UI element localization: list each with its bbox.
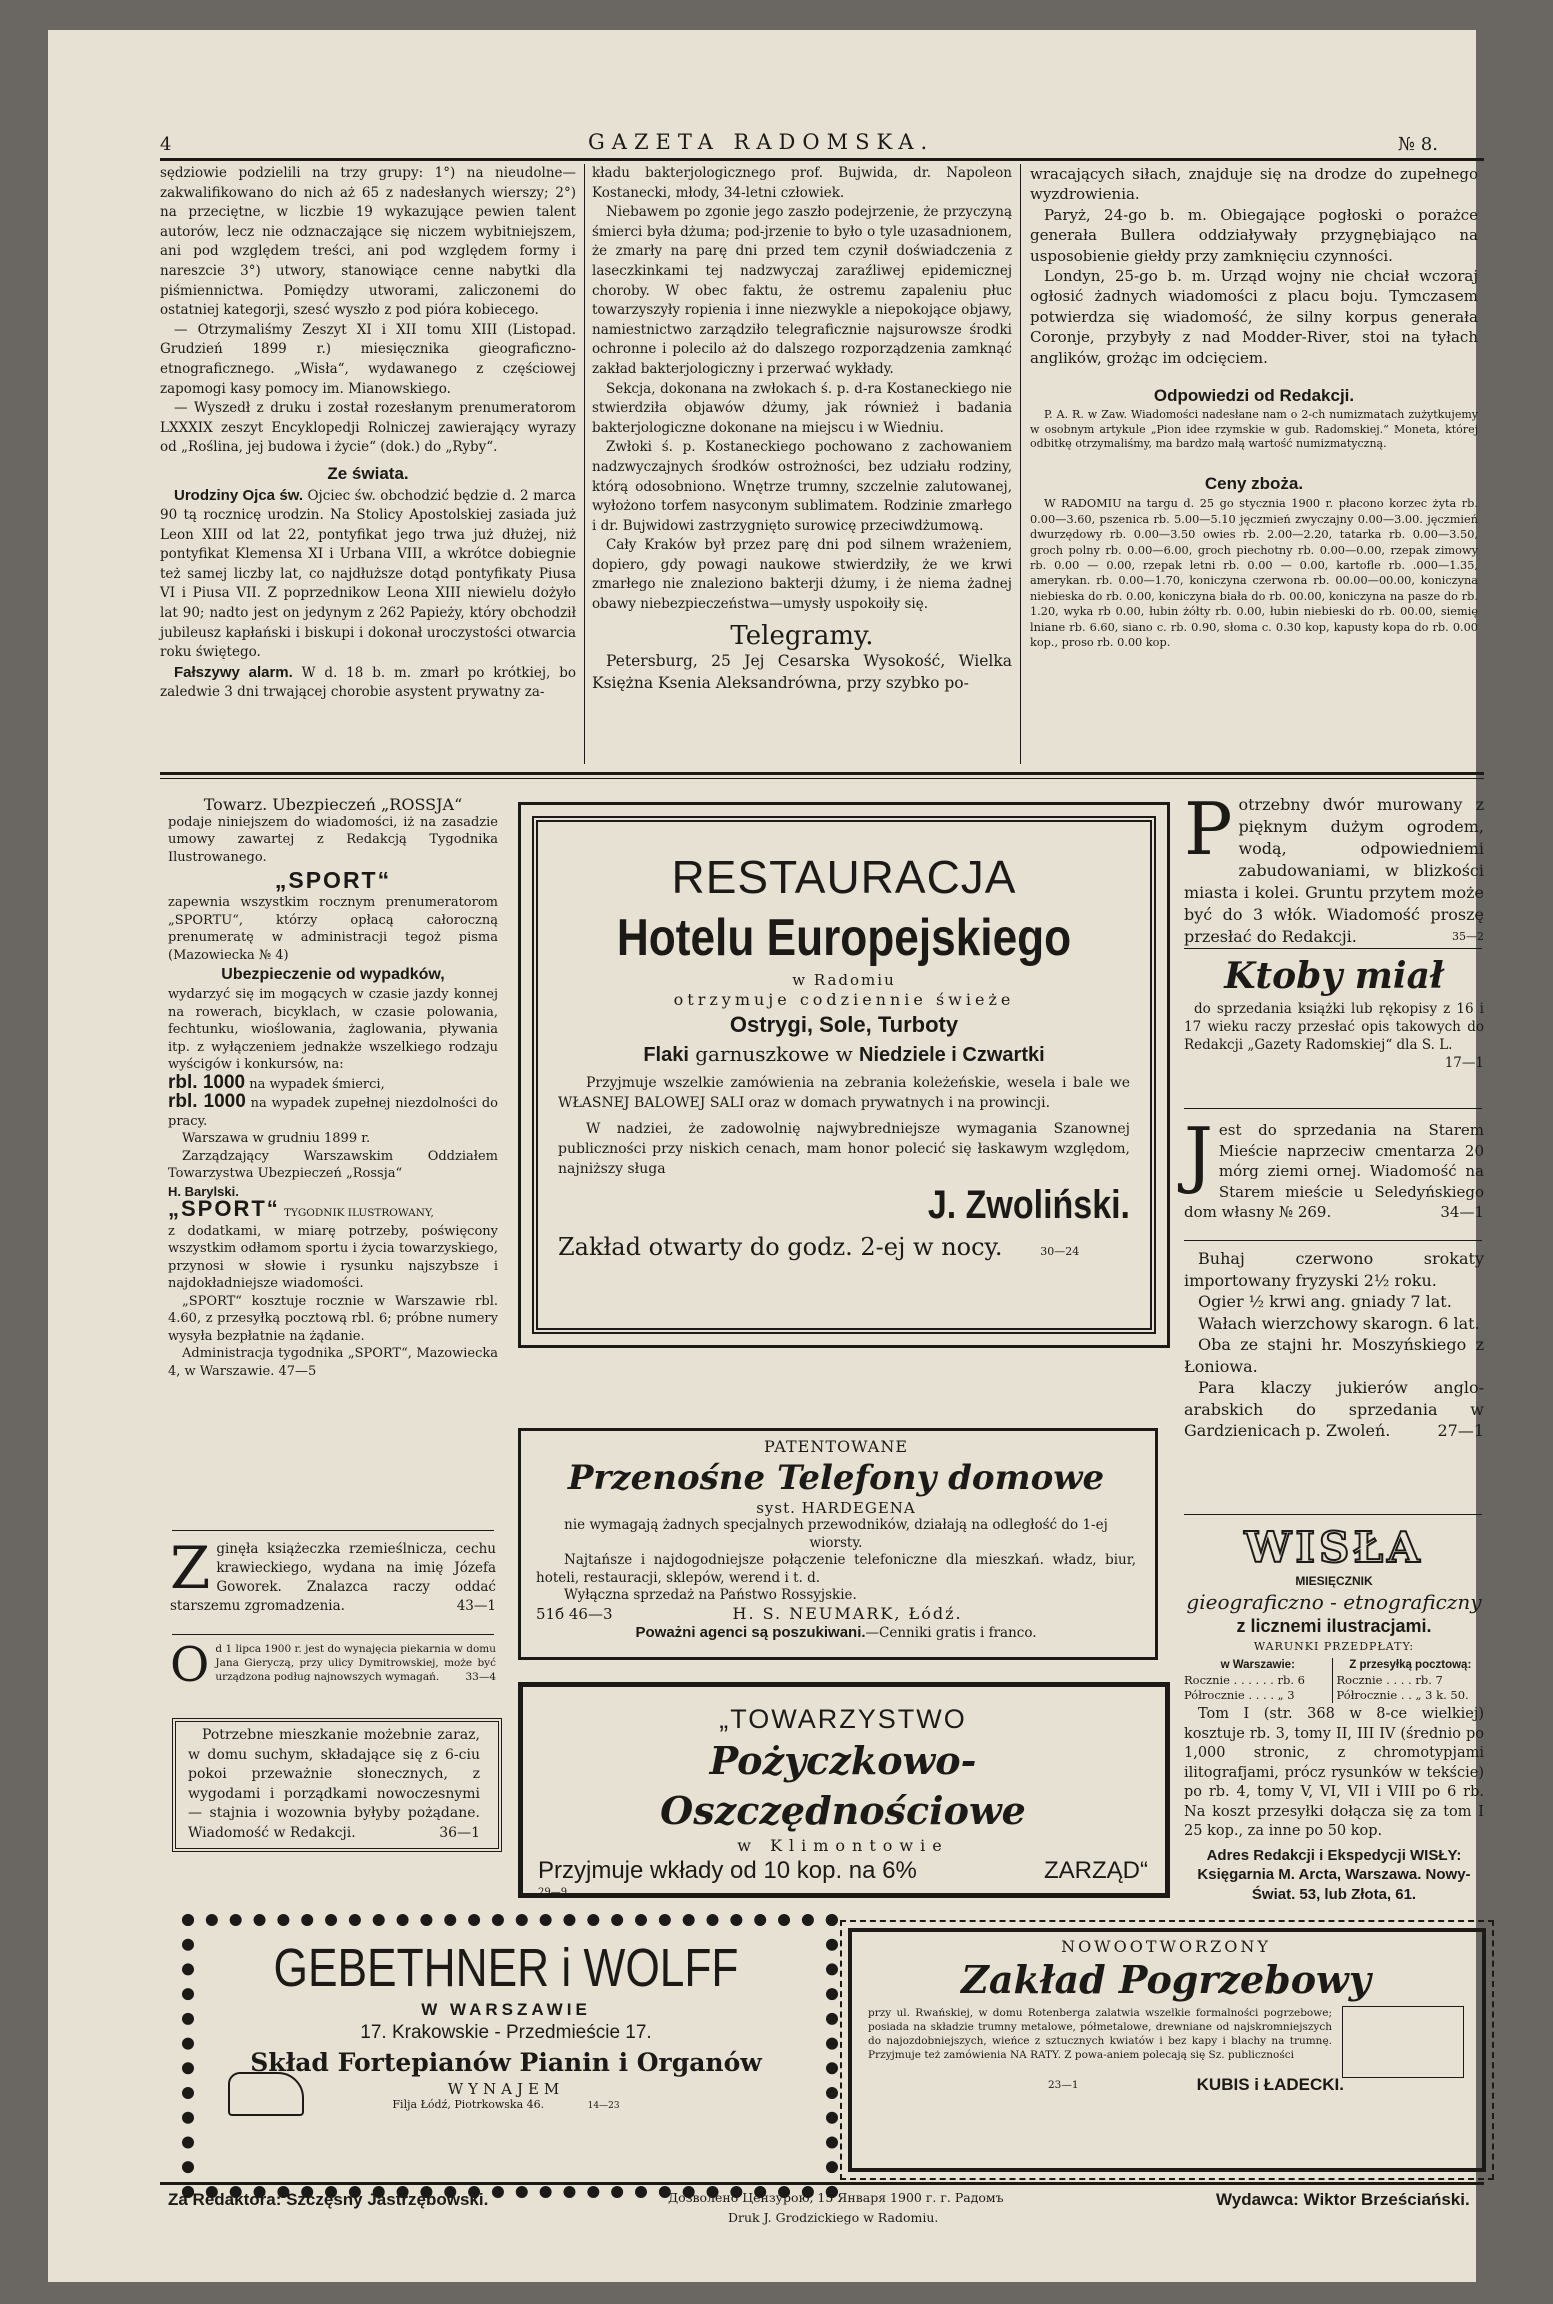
subscription-row: Rocznie . . . . rb. 7 <box>1336 1673 1443 1687</box>
ad-restaurant <box>558 848 1130 1268</box>
ad-board: ZARZĄD“ <box>1044 1857 1148 1884</box>
ad-text <box>168 1345 498 1380</box>
newspaper-page <box>48 30 1484 2282</box>
ad-text: Warszawa w grudniu 1899 r. <box>182 1131 371 1146</box>
ad-signature-line <box>868 2075 1464 2094</box>
ad-city: W WARSZAWIE <box>421 2000 591 2019</box>
ad-text: Wałach wierzchowy skarogn. 6 lat. <box>1198 1313 1480 1333</box>
ad-company: H. S. NEUMARK, Łódź. <box>732 1603 963 1623</box>
subscription-row: Półrocznie . . „ 3 k. 50. <box>1336 1688 1469 1702</box>
telegrams-heading: Telegramy. <box>730 620 874 651</box>
subscription-col-post <box>1332 1658 1485 1703</box>
ad-hours <box>558 1231 1130 1268</box>
footer-editor: Za Redaktora: Szczęsny Jastrzębowski. <box>168 2190 489 2209</box>
ad-text <box>1184 1377 1484 1442</box>
ad-text: otrzymuje codziennie świeże <box>673 990 1015 1009</box>
ad-horses <box>1184 1248 1484 1442</box>
ad-title: Ktoby miał <box>1224 955 1444 997</box>
ad-signature: J. Zwoliński. <box>927 1183 1130 1227</box>
ad-title: Przenośne Telefony domowe <box>567 1457 1105 1498</box>
ad-title: Towarz. Ubezpieczeń „ROSSJA“ <box>203 795 463 814</box>
subscription-row: Półrocznie . . . . „ 3 <box>1184 1688 1295 1702</box>
ad-text: d 1 lipca 1900 r. jest do wynajęcia piekarnia w domu Jana Gieryczą, przy ulicy Dymitrowskiej, może być urządzona podług najnowszych wymagań. <box>215 1643 496 1683</box>
ad-funeral <box>868 1937 1464 2094</box>
masthead-title: GAZETA RADOMSKA. <box>588 130 935 154</box>
ad-text: Buhaj czerwono srokaty importowany fryzyski 2½ roku. <box>1184 1249 1484 1290</box>
article-paragraph: — Wyszedł z druku i został rozesłanym prenumeratorom LXXXIX zeszyt Encyklopedji Rolniczej zawierający wyrazy od „Roślina, jej budowa i życie“ (dok.) do „Ryby“. <box>160 400 576 456</box>
ad-city: w Radomiu <box>792 971 896 989</box>
ad-hours-text: Zakład otwarty do godz. 2-ej w nocy. <box>558 1233 1003 1261</box>
ad-signature: H. Barylski. <box>168 1183 239 1199</box>
ad-text: podaje niniejszem do wiadomości, iż na zasadzie umowy zawartej z Redakcją Tygodnika Ilustrowanego. <box>168 814 498 865</box>
ad-divider <box>172 1634 494 1635</box>
ad-text-body: do sprzedania książki lub rękopisy z 16 i 17 wieku raczy przesłać opis takowych do Redakcji „Gazety Radomskiej“ dla S. L. <box>1184 1001 1484 1053</box>
ad-title: Zakład Pogrzebowy <box>961 1957 1371 2002</box>
ad-divider <box>1184 1240 1482 1241</box>
section-heading: Ceny zboża. <box>1204 473 1304 493</box>
ad-city: w Klimontowie <box>737 1836 949 1855</box>
ad-text: Ogier ½ krwi ang. gniady 7 lat. <box>1198 1292 1452 1311</box>
ad-branch-text: Filja Łódź, Piotrkowska 46. <box>392 2098 545 2111</box>
ad-text: syst. HARDEGENA <box>756 1498 916 1517</box>
ad-flaki-text: garnuszkowe w <box>688 1042 860 1066</box>
footer-publisher: Wydawca: Wiktor Brześciański. <box>1216 2190 1470 2209</box>
ad-sport-title: „SPORT“ <box>168 1196 280 1221</box>
ad-code: 14—23 <box>587 2101 620 2111</box>
ad-wisla <box>1184 1524 1484 1904</box>
amount-value: rbl. 1000 <box>168 1071 246 1093</box>
news-item-text: W d. 18 b. m. zmarł po krótkiej, bo zaledwie 3 dni trwającej chorobie asystent prywatny za- <box>160 664 576 701</box>
drop-cap: J <box>1184 1112 1213 1196</box>
ad-code: 35—2 <box>1452 930 1484 943</box>
ad-code: 34—1 <box>1440 1203 1484 1221</box>
section-heading: Odpowiedzi od Redakcji. <box>1153 386 1355 406</box>
hearse-icon <box>1342 2006 1464 2078</box>
ad-funeral-body <box>868 2006 1464 2078</box>
ad-title: WISŁA <box>1244 1523 1424 1572</box>
ad-hotel-name: Hotelu Europejskiego <box>616 909 1072 967</box>
news-item <box>160 486 576 663</box>
page-number: 4 <box>160 134 172 155</box>
ad-flaki-label: Flaki <box>643 1044 689 1066</box>
ad-sport-subtitle: TYGODNIK ILUSTROWANY, <box>283 1207 434 1219</box>
telegram-item: wracających siłach, znajduje się na drodze do zupełnego wyzdrowienia. <box>1030 165 1478 204</box>
telegram-item: Petersburg, 25 Jej Cesarska Wysokość, Wielka Księżna Ksenia Aleksandrówna, przy szybko po- <box>592 652 1012 693</box>
ad-code: 23—1 <box>1048 2079 1079 2091</box>
ad-text <box>1184 1000 1484 1071</box>
drop-cap: Z <box>170 1534 211 1602</box>
subscription-row: Rocznie . . . . . . rb. 6 <box>1184 1673 1305 1687</box>
amount-text: na wypadek zupełnej niezdolności do pracy. <box>168 1096 498 1129</box>
ad-address: Adres Redakcji i Ekspedycji WISŁY: Księgarnia M. Arcta, Warszawa. Nowy-Świat. 53, lub Złota, 61. <box>1197 1846 1471 1903</box>
ad-code: 30—24 <box>1040 1245 1080 1258</box>
telegram-item: Londyn, 25-go b. m. Urząd wojny nie chciał wczoraj ogłosić żadnych wiadomości z placu boju. Tymczasem potwierdza się wiadomość, że silny korpus generała Coronje, przybyły z nad Modder-River, stoi na tyłach anglików, grożąc im odcięciem. <box>1030 267 1478 367</box>
ad-text: Najtańsze i najdogodniejsze połączenie telefoniczne dla mieszkań. władz, biur, hoteli, restauracji, sklepów, werend i t. d. <box>536 1552 1136 1586</box>
ad-sport-title: „SPORT“ <box>274 867 392 893</box>
telegram-item: Paryż, 24-go b. m. Obiegające pogłoski o porażce generała Bullera oddziaływały przygnębiająco na usposobienie giełdy przy zamknięciu czynności. <box>1030 205 1478 265</box>
ad-code: 27—1 <box>1437 1421 1484 1440</box>
article-paragraph: — Otrzymaliśmy Zeszyt XI i XII tomu XIII (Listopad. Grudzień 1899 r.) miesięcznika gieograficzno-etnograficznego. „Wisła“, wydawanego z częściowej zapomogi kasy pomocy im. Mianowskiego. <box>160 321 576 397</box>
ad-code: 43—1 <box>456 1598 496 1614</box>
ad-text: Oba ze stajni hr. Moszyńskiego z Łoniowa. <box>1184 1335 1484 1376</box>
ad-text-body: Para klaczy jukierów anglo-arabskich do sprzedania w Gardzienicach p. Zwoleń. <box>1184 1378 1484 1440</box>
issue-number: № 8. <box>1398 134 1438 155</box>
amount-text: na wypadek śmierci, <box>249 1076 385 1092</box>
ad-signature: KUBIS i ŁADECKI. <box>1196 2075 1344 2094</box>
ad-text: przy ul. Rwańskiej, w domu Rotenberga zalatwia wszelkie formalności pogrzebowe; posiada na składzie trumny metalowe, półmetalowe, drewniane od najskromniejszych do najozdobniejszych, wieńce z sztucznych kwiatów i bez kapy i blachy na trumnę. Przyjmuje też zamówienia NA RATY. Z powa-aniem polecają się Sz. publiczności <box>868 2007 1332 2061</box>
ad-land-sale <box>1184 1112 1484 1223</box>
article-paragraph: Sekcja, dokonana na zwłokach ś. p. d-ra Kostaneckiego nie stwierdziła objawów dżumy, jak również i badania bakterjologiczne dokonane na miejscu i w Wiedniu. <box>592 380 1012 436</box>
article-paragraph: Cały Kraków był przez parę dni pod silnem wrażeniem, dopiero, gdy powagi naukowe stwierdziły, że we krwi zmarłego nie znaleziono bakterji dżumy, i że niema żadnej obawy niebezpieczeństwa—umysły uspokoiły się. <box>592 537 1012 613</box>
ad-title: „TOWARZYSTWO <box>719 1704 967 1734</box>
ad-catalog-text: —Cenniki gratis i franco. <box>865 1625 1037 1641</box>
subscription-header: w Warszawie: <box>1220 1659 1295 1671</box>
ad-code: 51б 46—3 <box>536 1604 613 1623</box>
ad-text: z dodatkami, w miarę potrzeby, poświęcony wszystkim odłamom sportu i życia towarzyskiego, przynosi w słowie i rysunku najszybsze i najdokładniejsze wiadomości. <box>168 1223 498 1291</box>
column-1 <box>160 164 576 703</box>
amount-value: rbl. 1000 <box>168 1091 246 1112</box>
ad-dishes: Ostrygi, Sole, Turboty <box>729 1012 959 1037</box>
section-rule <box>160 772 1484 775</box>
ad-old-books <box>1184 952 1484 1072</box>
ad-divider <box>1184 1108 1482 1109</box>
drop-cap: O <box>170 1637 210 1693</box>
section-rule <box>160 778 1484 779</box>
reply-item: P. A. R. w Zaw. Wiadomości nadesłane nam o 2-ch numizmatach zużytkujemy w osobnym artykule „Pion idee rzymskie w gub. Radomskiej.“ Moneta, której odbitkę otrzymaliśmy, ma bardzo małą wartość numizmatyczną. <box>1030 408 1478 451</box>
ad-apartment <box>188 1726 480 1843</box>
ad-text: Tom I (str. 368 w 8-ce wielkiej) kosztuje rb. 3, tomy II, III IV (średnio po 1,000 stronic, z chromotypjami ilitografjami, prócz rysunków w tekście) po rb. 4, tomy V, VI, VII i VIII po 6 rb. Na koszt przesyłki dołącza się za tom I 25 kop., za inne po 50 kop. <box>1184 1706 1484 1839</box>
ad-text: Wyłączna sprzedaż na Państwo Rossyjskie. <box>564 1587 857 1603</box>
column-2 <box>592 164 1012 694</box>
subscription-col-warsaw <box>1184 1658 1332 1703</box>
article-paragraph: Niebawem po zgonie jego zaszło podejrzenie, że przyczyną śmierci była dżuma; pod-jrzenie to było o tyle uzasadnionem, że zmarły na parę dni przed tem czynił doświadczenia z laseczkinkami tej nadzwyczaj zaraźliwej epidemicznej choroby. W obec faktu, że ostremu zapaleniu płuc towarzyszyły ropienia i inne niezwykle a niepokojące objawy, namiestnictwo zarządziło telegraficznie najsurowsze środki ochronne i polecilo aż do dalszego rozporządzenia zamknąć zakład bakterjologiczny i przerwać wykłady. <box>592 204 1012 377</box>
article-paragraph: sędziowie podzielili na trzy grupy: 1°) na nieudolne—zakwalifikowano do nich aż 65 z nadesłanych wierszy; 2°) na przeciętne, w liczbie 19 wykazujące pewien talent autorów, lecz nie odznaczające się niczem wybitniejszem, ani pod względem treści, ani pod względem formy i nareszcie 3°) utwory, stanowiące cenne nabytki dla piśmiennictwa. Pomiędzy utworami, zaliczonemi do ostatniej kategorji, szesć wyszło z pod pióra kobiecego. <box>160 165 576 319</box>
footer-printer: Druk J. Grodzickiego w Radomiu. <box>728 2210 939 2225</box>
ad-lost-book <box>170 1534 496 1616</box>
ad-address: Administracja tygodnika „SPORT“, Mazowiecka 4, w Warszawie. <box>168 1346 498 1379</box>
ad-title: RESTAURACJA <box>671 851 1017 903</box>
ad-agents <box>536 1624 1136 1643</box>
article-paragraph: kładu bakterjologicznego prof. Bujwida, dr. Napoleon Kostanecki, młody, 34-letni człowiek. <box>592 165 1012 201</box>
ad-savings <box>538 1702 1148 1898</box>
grain-prices: W RADOMIU na targu d. 25 go stycznia 1900 r. płacono korzec żyta rb. 0.00—3.60, pszenica rb. 5.00—5.10 jęczmień zwyczajny 0.00—3.00. jęczmień dwurzędowy rb. 0.00—3.50 owies rb. 2.00—2.20, tatarka rb. 0.00—3.50, groch polny rb. 0.00—6.00, groch piechotny rb. 0.00—0.00, rzepak zimowy rb. 0.00 — 0.00, rzepak letni rb. 0.00 — 0.00, kartofle rb. .000—1.35, amerykan. rb. 0.00—1.70, koniczyna czerwona rb. 00.00—00.00, koniczyna niebieska do rb. 0.00, koniczyna biała do rb. 00.00, koniczyna na pasze do rb. 1.20, wyka rb 0.00, łubin żółty rb. 0.00, łubin niebieski do rb. 00.00, siemię lniane rb. 6.60, siano c. rb. 0.90, słoma c. 0.30 kop, kapusty kopa do rb. 0.00 kop., proso rb. 0.00 kop. <box>1030 497 1478 650</box>
ad-address: 17. Krakowskie - Przedmieście 17. <box>360 2022 652 2043</box>
ad-text: W nadziei, że zadowolnię najwybredniejsze wymagania Szanownej publiczności przy niskich cenach, mam honor polecić się łaskawym względom, najniższy sługa <box>558 1121 1130 1177</box>
ad-text: Potrzebne mieszkanie możebnie zaraz, w domu suchym, składające się z 6-ciu pokoi przeważnie słonecznych, z wygodami i porządkami nowoczesnymi — stajnia i wozownia byłyby pożądane. Wiadomość w Redakcji. <box>188 1727 480 1841</box>
ad-shop: Skład Fortepianów Pianin i Organów <box>250 2048 762 2077</box>
news-item-lead: Fałszywy alarm. <box>174 663 293 681</box>
news-item-lead: Urodziny Ojca św. <box>174 486 303 504</box>
ad-code: 29—9 <box>538 1887 568 1898</box>
ad-text: WARUNKI PRZEDPŁATY: <box>1253 1640 1415 1653</box>
ad-flaki <box>558 1040 1130 1069</box>
section-heading: Ze świata. <box>327 463 409 483</box>
news-item-text: Ojciec św. obchodzić będzie d. 2 marca 90 tą rocznicę urodzin. Na Stolicy Apostolskiej zasiada już Leon XIII od lat 22, pontyfikat jego trwa już dłużej, niż pontyfikat Klemensa XI i Urbana VIII, a wkrótce dobiegnie też samej liczby lat, co najdłuższe dotąd pontyfikaty Piusa VI i Piusa VII. Z poprzednikow Leona XIII niewielu dożyło lat 90; nadto jest on jedynym z 262 Papieży, który obchodził jubileusz kapłański i biskupi i dokonał uroczystości otwarcia roku świętego. <box>160 487 576 661</box>
ad-deposits <box>538 1855 1148 1887</box>
article-paragraph: Zwłoki ś. p. Kostaneckiego pochowano z zachowaniem nadzwyczajnych środków ostrożności, bez udziału rodziny, którą odosobniono. Wnętrze trumny, szczelnie zalutowanej, wyłożono torfem nasyconym sublimatem. Rodzinie zmarłego i dr. Bujwidowi zastrzygnięto surowicę przeciwdżumową. <box>592 439 1012 534</box>
drop-cap: P <box>1184 787 1233 871</box>
ad-text: ginęła książeczka rzemieślnicza, cechu krawieckiego, wydana na imię Józefa Goworek. Znalazca raczy oddać starszemu zgromadzenia. <box>170 1541 496 1614</box>
ad-code: 47—5 <box>278 1363 317 1379</box>
ad-rossja <box>168 796 498 1380</box>
subscription-header: Z przesyłką pocztową: <box>1349 1659 1472 1671</box>
ad-contact <box>536 1605 1136 1625</box>
ad-amount <box>168 1093 498 1130</box>
ad-code: 36—1 <box>439 1824 480 1841</box>
ad-divider <box>172 1530 494 1531</box>
column-3 <box>1030 164 1478 650</box>
ad-bakery <box>170 1637 496 1693</box>
ad-deposits-text: Przyjmuje wkłady od 10 kop. na 6% <box>538 1857 917 1884</box>
ad-text: PATENTOWANE <box>764 1437 908 1456</box>
subscription-table <box>1184 1658 1484 1703</box>
ad-divider <box>1184 1514 1482 1515</box>
ad-manor <box>1184 787 1484 948</box>
ad-agents-text: Poważni agenci są poszukiwani. <box>635 1624 866 1641</box>
ad-flaki-days: Niedziele i Czwartki <box>859 1044 1045 1066</box>
ad-text: MIESIĘCZNIK <box>1295 1574 1373 1588</box>
ad-title: Pożyczkowo-Oszczędnościowe <box>660 1738 1026 1833</box>
ad-subtitle: z licznemi ilustracjami. <box>1236 1616 1432 1636</box>
ad-text: zapewnia wszystkim rocznym prenumeratorom „SPORTU“, którzy opłacą całoroczną prenumeratę w administracji tegoż pisma (Mazowiecka № 4) <box>168 895 498 963</box>
ad-rental: WYNAJEM <box>447 2080 565 2098</box>
ad-subtitle: gieograficzno - etnograficzny <box>1186 1590 1482 1614</box>
ad-text: „SPORT“ kosztuje rocznie w Warszawie rbl. 4.60, z przesyłką pocztową rbl. 6; próbne numery wysyła bezpłatnie na żądanie. <box>168 1293 498 1344</box>
ad-text: Przyjmuje wszelkie zamówienia na zebrania koleżeńskie, wesela i bale we WŁASNEJ BALOWEJ SALI oraz w domach prywatnych i na prowincji. <box>558 1075 1130 1111</box>
ad-text: est do sprzedania na Starem Mieście naprzeciw cmentarza 20 mórg ziemi ornej. Wiadomość na Starem mieście u Seledyńskiego dom własny № 269. <box>1184 1121 1484 1221</box>
ad-text: Zarządzający Warszawskim Oddziałem Towarzystwa Ubezpieczeń „Rossja“ <box>168 1148 498 1181</box>
column-divider <box>1020 164 1021 764</box>
piano-icon <box>228 2072 304 2116</box>
ad-text: nie wymagają żadnych specjalnych przewodników, działają na odległość do 1-ej wiorsty. <box>564 1517 1108 1551</box>
footer-censor: Дозволено Цензурою, 15 Января 1900 г. г. Радомъ <box>668 2190 1004 2205</box>
ad-text: wydarzyć się im mogących w czasie jazdy konnej na rowerach, bicyklach, w czasie polowania, fechtunku, wioślowania, żaglowania, pływania itp. z wyłączeniem jednakże wszelkiego rodzaju wyścigów i konkursów, na: <box>168 987 498 1072</box>
ad-text: NOWOOTWORZONY <box>1061 1937 1271 1956</box>
footer-rule <box>160 2182 1484 2185</box>
ad-text: otrzebny dwór murowany z pięknym dużym ogrodem, wodą, odpowiedniemi zabudowaniami, w blizkości miasta i kolei. Gruntu przytem może być do 3 włók. Wiadomość proszę przesłać do Redakcji. <box>1184 795 1484 946</box>
ad-code: 33—4 <box>465 1671 496 1683</box>
ad-telephones <box>536 1438 1136 1643</box>
ad-sport-header <box>168 1196 498 1223</box>
ad-divider <box>1184 948 1482 949</box>
header-rule <box>160 158 1484 161</box>
column-divider <box>584 164 585 764</box>
news-item <box>160 663 576 703</box>
ad-subtitle: Ubezpieczenie od wypadków, <box>221 966 445 983</box>
ad-title: GEBETHNER i WOLFF <box>273 1938 739 1998</box>
ad-code: 17—1 <box>1444 1055 1484 1071</box>
